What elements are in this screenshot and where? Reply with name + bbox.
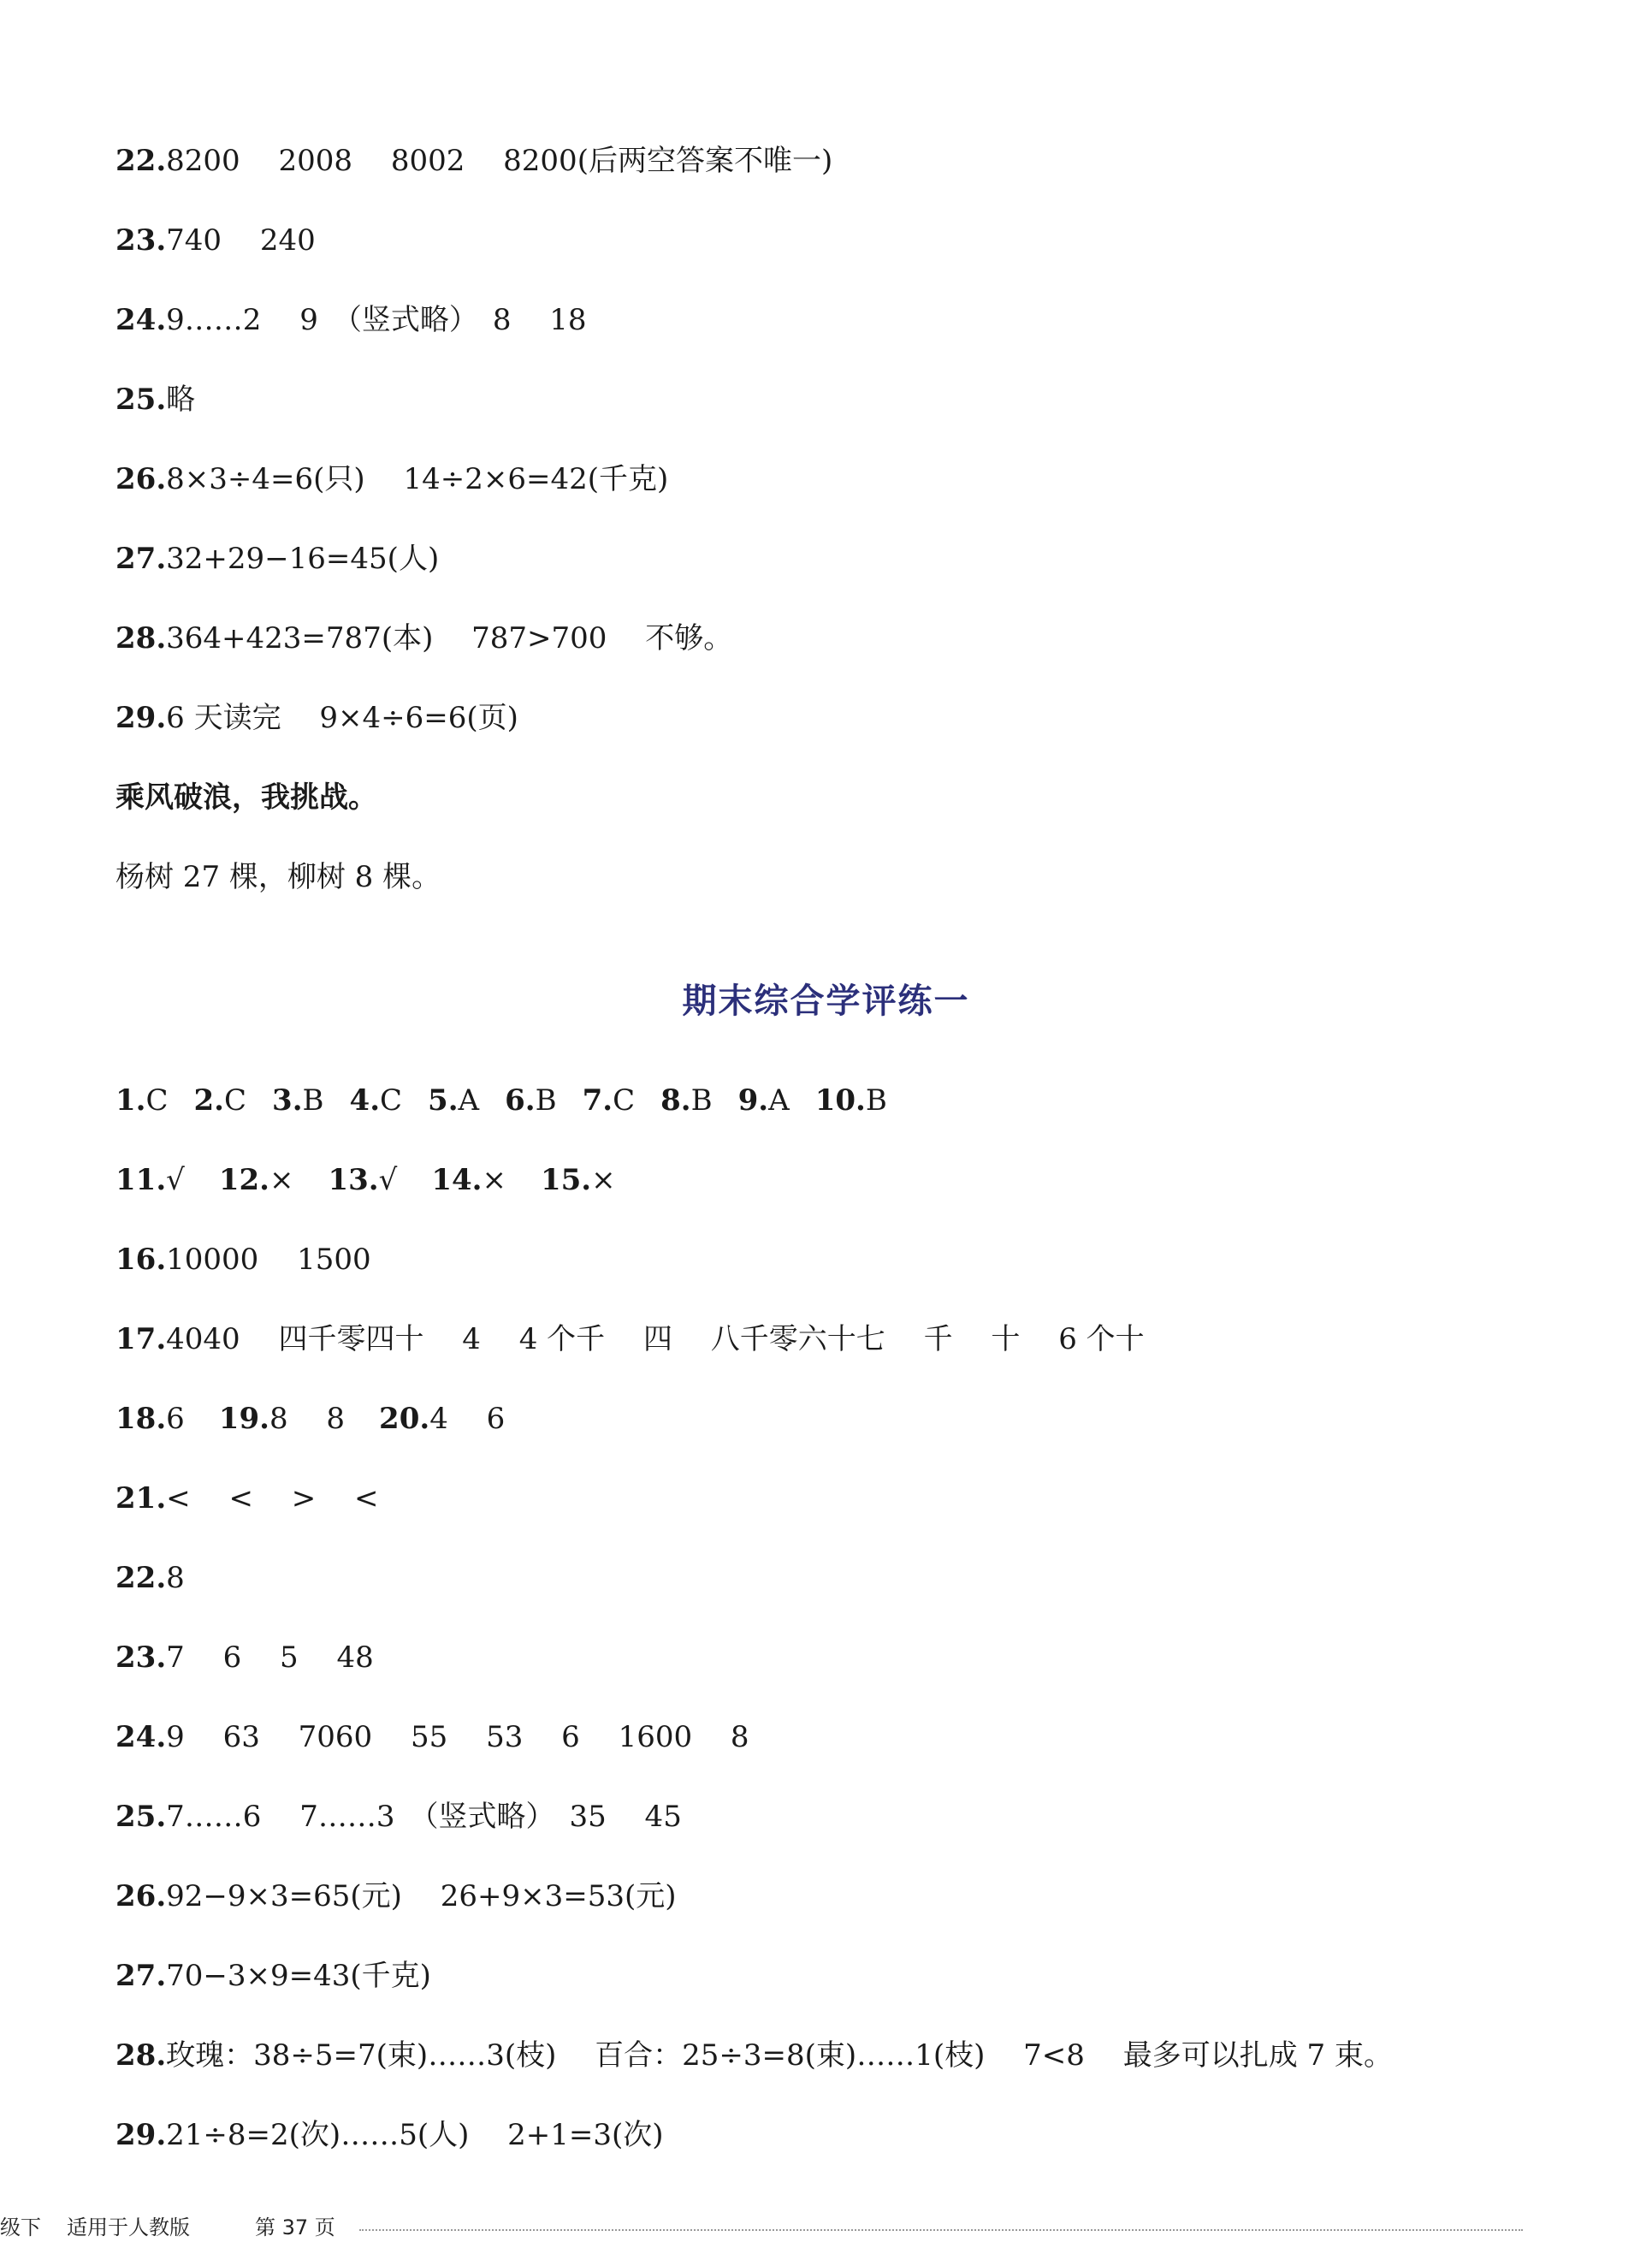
question-number: 26. [115, 1879, 167, 1913]
question-number: 11. [115, 1163, 167, 1197]
question-number: 7. [582, 1083, 613, 1118]
section-title: 期末综合学评练一 [682, 982, 970, 1021]
question-number: 24. [115, 1720, 167, 1754]
answer-text: A [458, 1083, 480, 1118]
answer-text: 21÷8=2(次)……5(人) 2+1=3(次) [166, 2118, 664, 2152]
question-number: 6. [505, 1083, 536, 1118]
judge-item [541, 1163, 616, 1197]
question-number: 12. [218, 1163, 269, 1197]
answer-text: C [224, 1083, 247, 1118]
answer-line [115, 1720, 749, 1754]
answer-text: 740 240 [166, 223, 316, 258]
answer-line [115, 1402, 505, 1436]
answer-line [115, 1561, 185, 1595]
answer-text: × [482, 1163, 506, 1197]
choice-item [505, 1083, 557, 1118]
answer-text: 4040 四千零四十 4 4 个千 四 八千零六十七 千 十 6 个十 [166, 1322, 1145, 1356]
question-number: 22. [115, 1561, 167, 1595]
question-number: 13. [328, 1163, 379, 1197]
answer-line [115, 1481, 379, 1516]
question-number: 23. [115, 223, 167, 258]
choice-item [115, 1083, 169, 1118]
question-number: 21. [115, 1481, 167, 1516]
answer-text: 9 63 7060 55 53 6 1600 8 [166, 1720, 749, 1754]
answer-line [115, 1959, 431, 1993]
answer-text: 玫瑰：38÷5=7(束)……3(枝) 百合：25÷3=8(束)……1(枝) 7<8 最多可以扎成 7 束。 [166, 2038, 1393, 2073]
answer-line [115, 621, 732, 655]
answer-text: A [768, 1083, 790, 1118]
question-number: 5. [428, 1083, 459, 1118]
question-number: 22. [115, 144, 167, 178]
question-number: 9. [737, 1083, 769, 1118]
answer-line [115, 2038, 1393, 2073]
choice-item [350, 1083, 403, 1118]
answer-text: < < > < [166, 1481, 379, 1516]
answer-text: 8×3÷4=6(只) 14÷2×6=42(千克) [166, 462, 669, 496]
answer-line [115, 1243, 371, 1277]
judge-answers-line [115, 1163, 616, 1197]
answer-text: 10000 1500 [166, 1243, 371, 1277]
question-number: 23. [115, 1640, 167, 1675]
answer-text: 8 [166, 1561, 185, 1595]
answer-line [115, 383, 195, 417]
answer-text: 9……2 9 （竖式略） 8 18 [166, 303, 587, 337]
answer-text: C [613, 1083, 636, 1118]
footer-edition: 适用于人教版 [67, 2216, 190, 2239]
question-number: 20. [379, 1402, 430, 1436]
answer-text: × [269, 1163, 294, 1197]
answer-text: 7……6 7……3 （竖式略） 35 45 [166, 1800, 682, 1834]
choice-item [272, 1083, 324, 1118]
answer-text: 7 6 5 48 [166, 1640, 374, 1675]
answer-text: B [535, 1083, 557, 1118]
choice-item [194, 1083, 247, 1118]
question-number: 3. [272, 1083, 303, 1118]
question-number: 25. [115, 1800, 167, 1834]
question-number: 14. [431, 1163, 483, 1197]
choice-item [738, 1083, 790, 1118]
answer-text: 70−3×9=43(千克) [166, 1959, 431, 1993]
answer-text: C [380, 1083, 403, 1118]
question-number: 15. [540, 1163, 592, 1197]
question-number: 17. [115, 1322, 167, 1356]
footer-page-number: 第 37 页 [255, 2216, 335, 2239]
answer-text: 6 [166, 1402, 185, 1436]
question-number: 2. [193, 1083, 225, 1118]
judge-item [328, 1163, 397, 1197]
answer-text: 8 8 [269, 1402, 346, 1436]
question-number: 29. [115, 701, 167, 735]
page-footer [0, 2215, 1652, 2240]
answer-line [115, 1322, 1145, 1356]
answer-text: 364+423=787(本) 787>700 不够。 [166, 621, 733, 655]
footer-grade: 级下 [0, 2216, 41, 2239]
answer-line [115, 2118, 664, 2152]
question-number: 8. [660, 1083, 691, 1118]
answer-line [115, 144, 832, 178]
answer-line [115, 223, 316, 258]
question-number: 26. [115, 462, 167, 496]
answer-text: 4 6 [429, 1402, 506, 1436]
answer-text: √ [378, 1163, 398, 1197]
answer-line [115, 1640, 374, 1675]
question-number: 29. [115, 2118, 167, 2152]
choice-item [815, 1083, 887, 1118]
answer-text: B [690, 1083, 713, 1118]
answer-text: B [302, 1083, 324, 1118]
answer-text: 92−9×3=65(元) 26+9×3=53(元) [166, 1879, 677, 1913]
question-number: 19. [218, 1402, 269, 1436]
judge-item [431, 1163, 506, 1197]
answer-text: C [145, 1083, 169, 1118]
choice-item [428, 1083, 479, 1118]
question-number: 25. [115, 383, 167, 417]
answer-text: B [865, 1083, 887, 1118]
question-number: 10. [814, 1083, 866, 1118]
judge-item [115, 1163, 185, 1197]
answer-text: 8200 2008 8002 8200(后两空答案不唯一) [166, 144, 833, 178]
question-number: 27. [115, 1959, 167, 1993]
judge-item [219, 1163, 294, 1197]
answer-line [115, 1879, 677, 1913]
question-number: 28. [115, 2038, 167, 2073]
answer-line [115, 303, 587, 337]
question-number: 4. [349, 1083, 381, 1118]
question-number: 18. [115, 1402, 167, 1436]
choice-item [583, 1083, 636, 1118]
question-number: 27. [115, 542, 167, 576]
answer-line [115, 542, 439, 576]
choice-item [660, 1083, 713, 1118]
answer-line [115, 701, 518, 735]
answer-text: 6 天读完 9×4÷6=6(页) [166, 701, 518, 735]
footer-dotted-rule [359, 2229, 1523, 2231]
answer-line [115, 462, 668, 496]
answer-text: 略 [166, 383, 196, 417]
answer-text: √ [166, 1163, 185, 1197]
question-number: 28. [115, 621, 167, 655]
question-number: 1. [115, 1083, 146, 1118]
challenge-heading: 乘风破浪，我挑战。 [115, 780, 377, 815]
answer-line [115, 1800, 682, 1834]
question-number: 24. [115, 303, 167, 337]
challenge-answer: 杨树 27 棵，柳树 8 棵。 [115, 860, 441, 894]
answer-text: 32+29−16=45(人) [166, 542, 440, 576]
question-number: 16. [115, 1243, 167, 1277]
answer-text: × [591, 1163, 616, 1197]
choice-answers-line [115, 1083, 887, 1118]
